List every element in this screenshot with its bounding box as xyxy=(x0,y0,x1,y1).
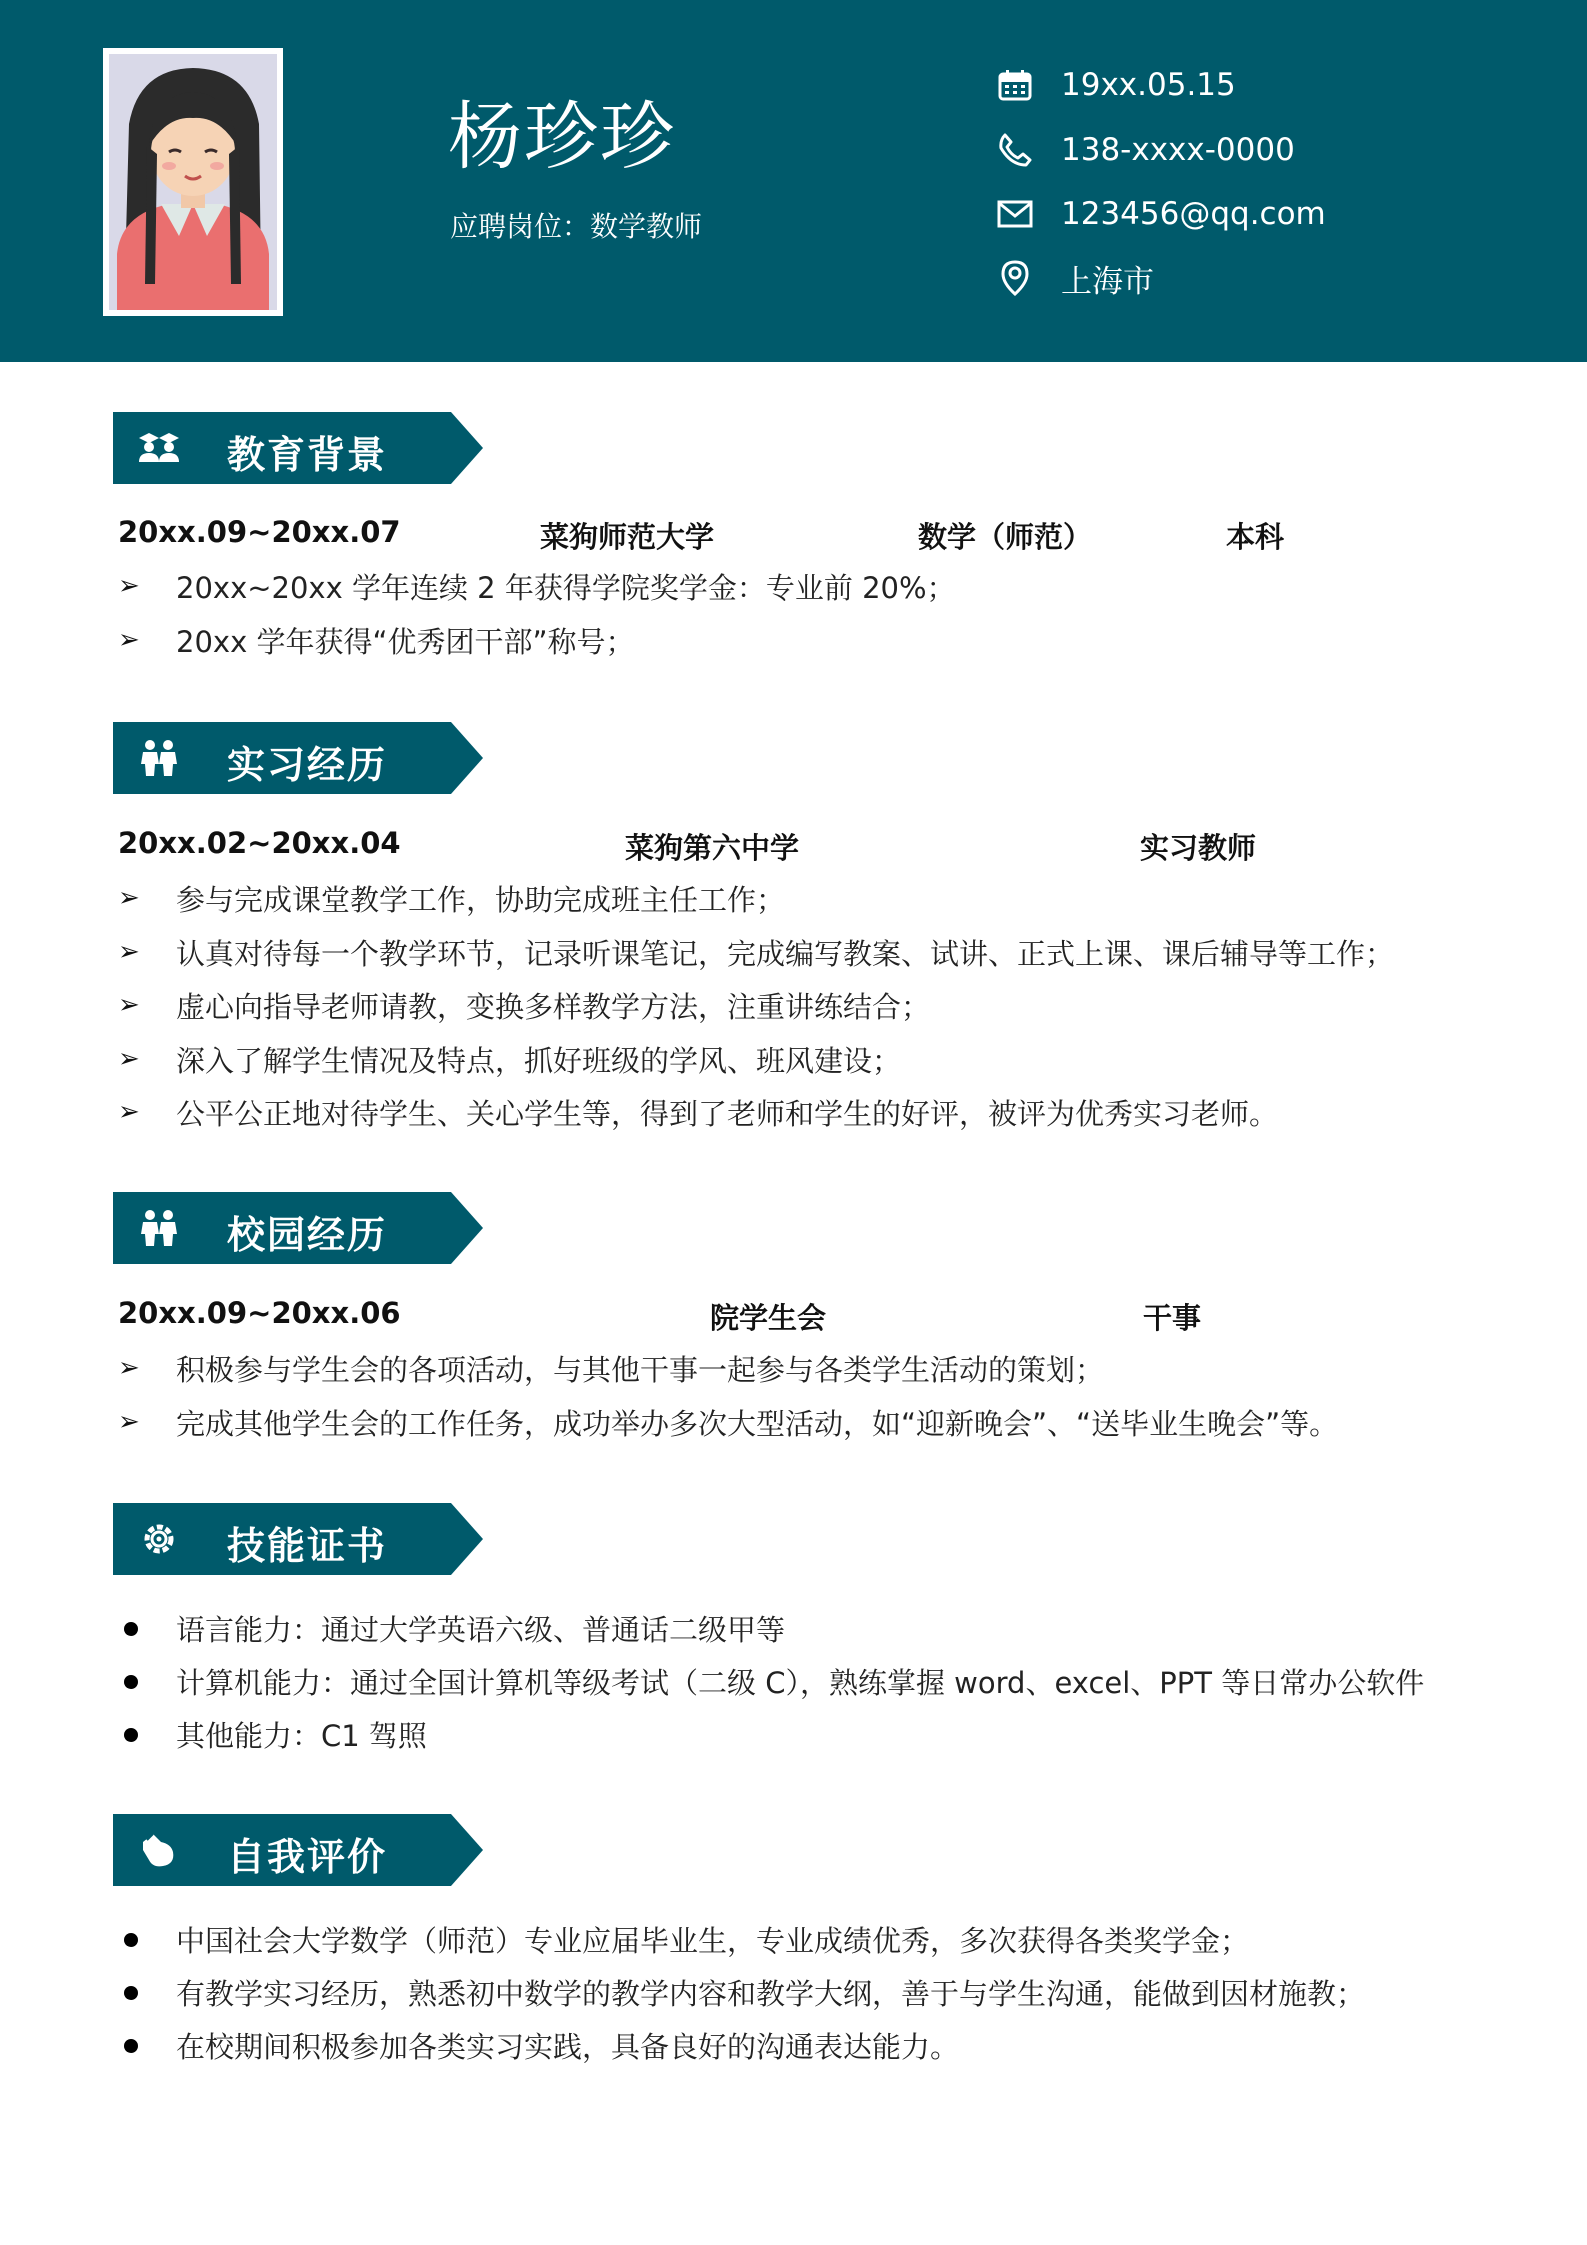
bullet-dot-icon xyxy=(118,1719,176,1749)
list-item: ➢ 完成其他学生会的工作任务，成功举办多次大型活动，如“迎新晚会”、“送毕业生晚会”等。 xyxy=(118,1406,1339,1441)
contact-city xyxy=(995,256,1154,300)
education-period: 20xx.09~20xx.07 xyxy=(118,515,401,549)
section-campus-header xyxy=(113,1192,483,1264)
people-icon xyxy=(137,1208,181,1248)
candidate-name: 杨珍珍 xyxy=(448,94,676,180)
list-item: ➢ 参与完成课堂教学工作，协助完成班主任工作； xyxy=(118,882,786,917)
section-internship-header xyxy=(113,722,483,794)
arrow-bullet-icon: ➢ xyxy=(118,1044,140,1074)
hand-icon xyxy=(137,1830,181,1870)
list-item: ➢ 20xx 学年获得“优秀团干部”称号； xyxy=(118,624,635,659)
calendar-icon xyxy=(995,65,1035,105)
avatar-illustration xyxy=(109,54,277,310)
section-education-header xyxy=(113,412,483,484)
list-item: ➢ 虚心向指导老师请教，变换多样教学方法，注重讲练结合； xyxy=(118,989,931,1024)
education-school: 菜狗师范大学 xyxy=(540,520,715,554)
list-item: 其他能力：C1 驾照 xyxy=(118,1714,427,1754)
arrow-bullet-icon: ➢ xyxy=(118,1407,140,1437)
applied-position: 应聘岗位：数学教师 xyxy=(450,210,703,243)
internship-period: 20xx.02~20xx.04 xyxy=(118,826,401,860)
campus-org: 院学生会 xyxy=(710,1301,827,1335)
contact-email xyxy=(995,192,1326,236)
phone-icon xyxy=(995,130,1035,170)
education-major: 数学（师范） xyxy=(918,520,1093,554)
internship-org: 菜狗第六中学 xyxy=(625,831,800,865)
campus-period: 20xx.09~20xx.06 xyxy=(118,1296,401,1330)
arrow-bullet-icon: ➢ xyxy=(118,1097,140,1127)
section-title: 技能证书 xyxy=(227,1524,388,1568)
list-item: 中国社会大学数学（师范）专业应届毕业生，专业成绩优秀，多次获得各类奖学金； xyxy=(118,1919,1249,1959)
resume-header xyxy=(0,0,1587,362)
internship-role: 实习教师 xyxy=(1140,831,1257,865)
list-item: ➢ 公平公正地对待学生、关心学生等，得到了老师和学生的好评，被评为优秀实习老师。 xyxy=(118,1096,1279,1131)
gear-icon xyxy=(137,1519,181,1559)
list-item: 有教学实习经历，熟悉初中数学的教学内容和教学大纲，善于与学生沟通，能做到因材施教； xyxy=(118,1972,1365,2012)
section-skills-header xyxy=(113,1503,483,1575)
campus-role: 干事 xyxy=(1143,1301,1202,1335)
graduates-icon xyxy=(137,428,181,468)
bullet-dot-icon xyxy=(118,1613,176,1643)
email-text: 123456@qq.com xyxy=(1061,196,1326,232)
contact-birthday xyxy=(995,63,1236,107)
education-degree: 本科 xyxy=(1226,520,1285,554)
list-item: 语言能力：通过大学英语六级、普通话二级甲等 xyxy=(118,1608,785,1648)
list-item: 计算机能力：通过全国计算机等级考试（二级 C），熟练掌握 word、excel、PPT 等日常办公软件 xyxy=(118,1661,1424,1701)
arrow-bullet-icon: ➢ xyxy=(118,883,140,913)
list-item: ➢ 认真对待每一个教学环节，记录听课笔记，完成编写教案、试讲、正式上课、课后辅导等工作； xyxy=(118,936,1395,971)
section-title: 校园经历 xyxy=(227,1213,388,1257)
section-title: 自我评价 xyxy=(227,1835,388,1879)
arrow-bullet-icon: ➢ xyxy=(118,625,140,655)
list-item: ➢ 积极参与学生会的各项活动，与其他干事一起参与各类学生活动的策划； xyxy=(118,1352,1105,1387)
people-icon xyxy=(137,738,181,778)
arrow-bullet-icon: ➢ xyxy=(118,571,140,601)
bullet-dot-icon xyxy=(118,1666,176,1696)
bullet-dot-icon xyxy=(118,1924,176,1954)
contact-phone xyxy=(995,128,1295,172)
arrow-bullet-icon: ➢ xyxy=(118,990,140,1020)
section-title: 教育背景 xyxy=(227,433,388,477)
mail-icon xyxy=(995,194,1035,234)
list-item: ➢ 20xx~20xx 学年连续 2 年获得学院奖学金：专业前 20%； xyxy=(118,570,956,605)
list-item: 在校期间积极参加各类实习实践，具备良好的沟通表达能力。 xyxy=(118,2025,959,2065)
birthday-text: 19xx.05.15 xyxy=(1061,67,1236,103)
section-title: 实习经历 xyxy=(227,743,388,787)
phone-text: 138-xxxx-0000 xyxy=(1061,132,1295,168)
section-self-eval-header xyxy=(113,1814,483,1886)
bullet-dot-icon xyxy=(118,1977,176,2007)
city-text: 上海市 xyxy=(1061,263,1154,300)
location-pin-icon xyxy=(995,258,1035,298)
bullet-dot-icon xyxy=(118,2030,176,2060)
arrow-bullet-icon: ➢ xyxy=(118,937,140,967)
profile-photo xyxy=(103,48,283,316)
arrow-bullet-icon: ➢ xyxy=(118,1353,140,1383)
list-item: ➢ 深入了解学生情况及特点，抓好班级的学风、班风建设； xyxy=(118,1043,902,1078)
